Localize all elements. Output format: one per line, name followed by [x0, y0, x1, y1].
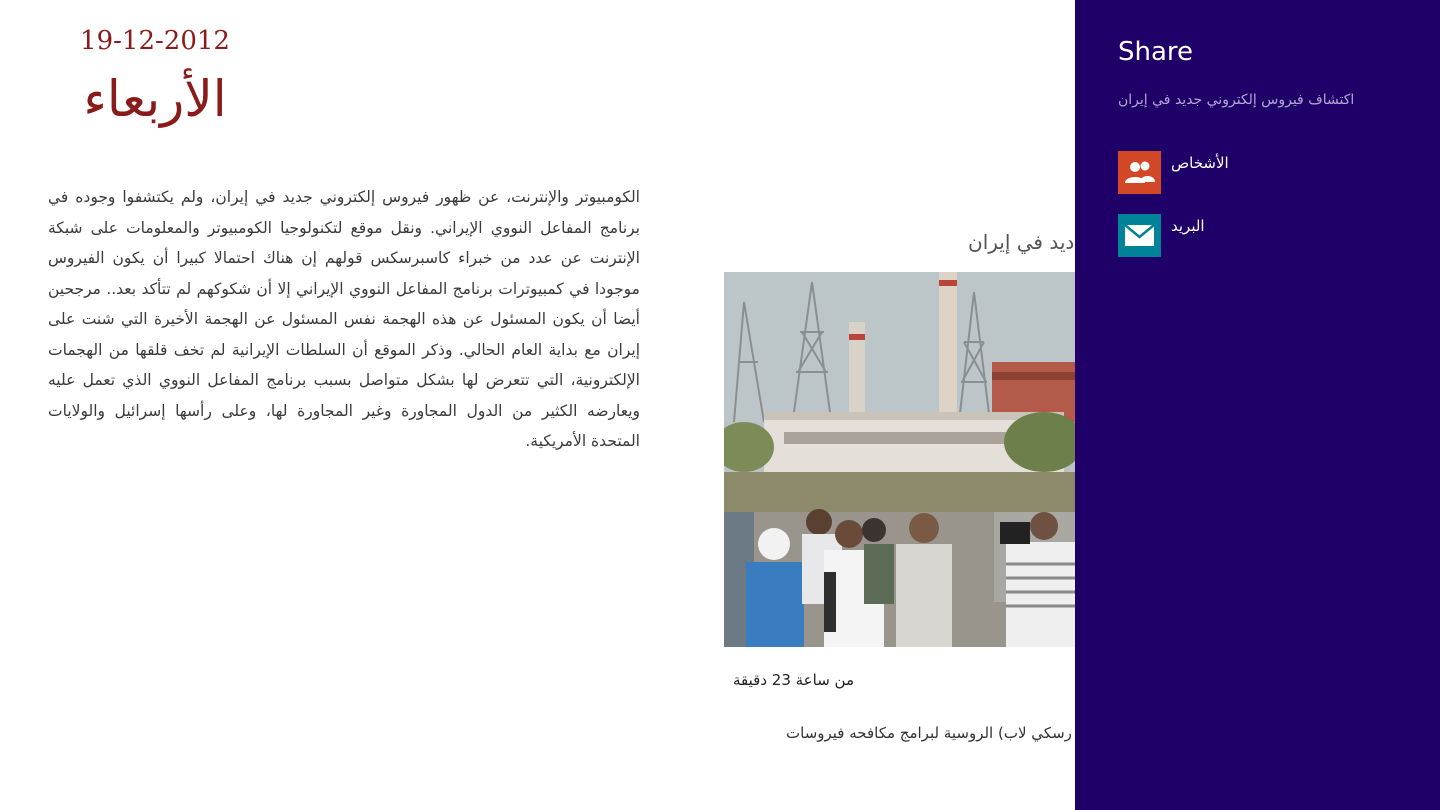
article-weekday: الأربعاء [83, 70, 227, 128]
share-target-people-label: الأشخاص [1171, 154, 1229, 172]
story-headline-text: ديد في إيران [968, 230, 1075, 254]
share-title: Share [1118, 37, 1194, 67]
people-icon [1118, 151, 1161, 194]
share-target-people[interactable] [1118, 151, 1418, 195]
article-date: 19-12-2012 [80, 26, 230, 56]
share-charm-pane [1075, 0, 1440, 810]
story-photo-illustration [724, 272, 1076, 647]
story-headline[interactable] [724, 224, 1076, 260]
story-timestamp: من ساعة 23 دقيقة [733, 671, 854, 689]
mail-icon [1118, 214, 1161, 257]
article-body-text: الكومبيوتر والإنترنت، عن ظهور فيروس إلكتروني جديد في إيران، ولم يكتشفوا وجوده في برنامج المفاعل النووي الإيراني. ونقل موقع لتكنولوجيا الكومبيوتر والمعلومات على شبكة الإنترنت عن عدد من خبراء كاسبرسكس قولهم إن هناك احتمالا كبيرا أن يكون الفيروس موجودا في كمبيوترات برنامج المفاعل النووي الإيراني إلا أن شكوكهم لم تتأكد بعد.. مرجحين أيضا أن يكون المسئول عن هذه الهجمة نفس المسئول عن الهجمة الأخيرة التي شنت على إيران مع بداية العام الحالي. وذكر الموقع أن السلطات الإيرانية لم تخف قلقها من الهجمات الإلكترونية، التي تتعرض لها بشكل متواصل بسبب برنامج المفاعل النووي الذي تعمل عليه ويعارضه الكثير من الدول المجاورة وغير المجاورة لها، وعلى رأسها إسرائيل والولايات المتحدة الأمريكية. [48, 188, 640, 450]
article-date-block [70, 24, 240, 134]
story-photo[interactable] [724, 272, 1076, 647]
share-target-mail-label: البريد [1171, 217, 1205, 235]
share-subtitle: اكتشاف فيروس إلكتروني جديد في إيران [1118, 92, 1355, 108]
story-snippet-text: رسكي لاب) الروسية لبرامج مكافحه فيروسات [786, 724, 1072, 742]
story-snippet[interactable] [724, 720, 1076, 746]
share-target-mail[interactable] [1118, 214, 1418, 258]
